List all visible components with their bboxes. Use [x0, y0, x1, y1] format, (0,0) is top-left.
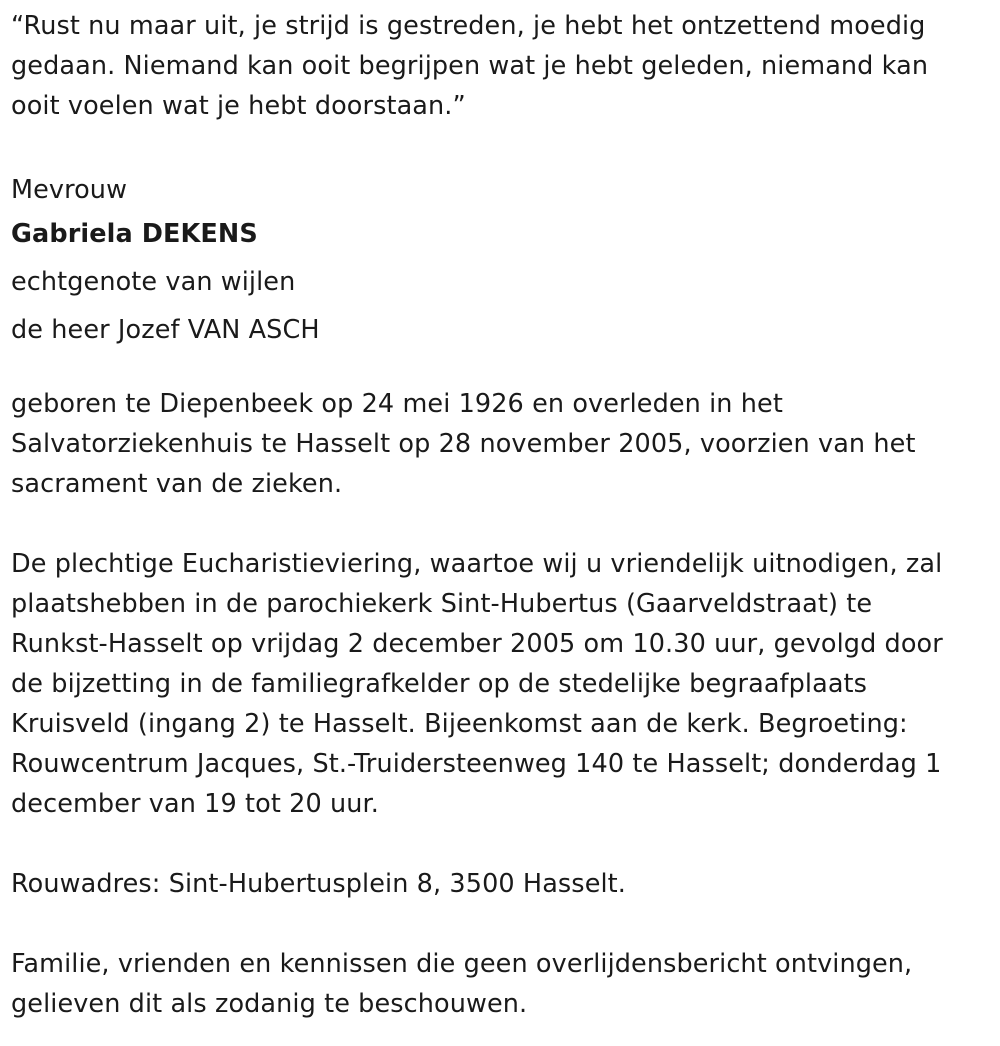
- paragraph-line: Rouwcentrum Jacques, St.-Truidersteenweg 140 te Hasselt; donderdag 1: [11, 749, 942, 779]
- closing-block: [11, 944, 986, 1024]
- ceremony-block: [11, 544, 986, 824]
- quote-line: ooit voelen wat je hebt doorstaan.”: [11, 91, 466, 121]
- deceased-name: Gabriela DEKENS: [11, 219, 258, 249]
- spacer: [11, 824, 986, 864]
- spacer: [11, 126, 986, 166]
- paragraph-line: december van 19 tot 20 uur.: [11, 789, 379, 819]
- spacer: [11, 354, 986, 384]
- paragraph-line: plaatshebben in de parochiekerk Sint-Hubertus (Gaarveldstraat) te: [11, 589, 873, 619]
- spouse-name: de heer Jozef VAN ASCH: [11, 315, 320, 345]
- spacer: [11, 504, 986, 544]
- obituary-document: [11, 6, 986, 1024]
- paragraph-line: Salvatorziekenhuis te Hasselt op 28 november 2005, voorzien van het: [11, 429, 916, 459]
- paragraph-line: Familie, vrienden en kennissen die geen overlijdensbericht ontvingen,: [11, 949, 913, 979]
- paragraph-line: sacrament van de zieken.: [11, 469, 343, 499]
- paragraph-line: de bijzetting in de familiegrafkelder op de stedelijke begraafplaats: [11, 669, 868, 699]
- birth-death-block: [11, 384, 986, 504]
- paragraph-line: De plechtige Eucharistieviering, waartoe wij u vriendelijk uitnodigen, zal: [11, 549, 943, 579]
- paragraph-line: Kruisveld (ingang 2) te Hasselt. Bijeenkomst aan de kerk. Begroeting:: [11, 709, 908, 739]
- quote-line: “Rust nu maar uit, je strijd is gestreden, je hebt het ontzettend moedig: [11, 11, 926, 41]
- spacer: [11, 904, 986, 944]
- paragraph-line: gelieven dit als zodanig te beschouwen.: [11, 989, 528, 1019]
- paragraph-line: geboren te Diepenbeek op 24 mei 1926 en overleden in het: [11, 389, 783, 419]
- quote-block: [11, 6, 986, 126]
- deceased-block: [11, 166, 986, 354]
- paragraph-line: Runkst-Hasselt op vrijdag 2 december 2005 om 10.30 uur, gevolgd door: [11, 629, 943, 659]
- quote-line: gedaan. Niemand kan ooit begrijpen wat je hebt geleden, niemand kan: [11, 51, 929, 81]
- relation-text: echtgenote van wijlen: [11, 267, 296, 297]
- mourning-address: Rouwadres: Sint-Hubertusplein 8, 3500 Hasselt.: [11, 869, 626, 899]
- salutation: Mevrouw: [11, 175, 128, 205]
- address-block: [11, 864, 986, 904]
